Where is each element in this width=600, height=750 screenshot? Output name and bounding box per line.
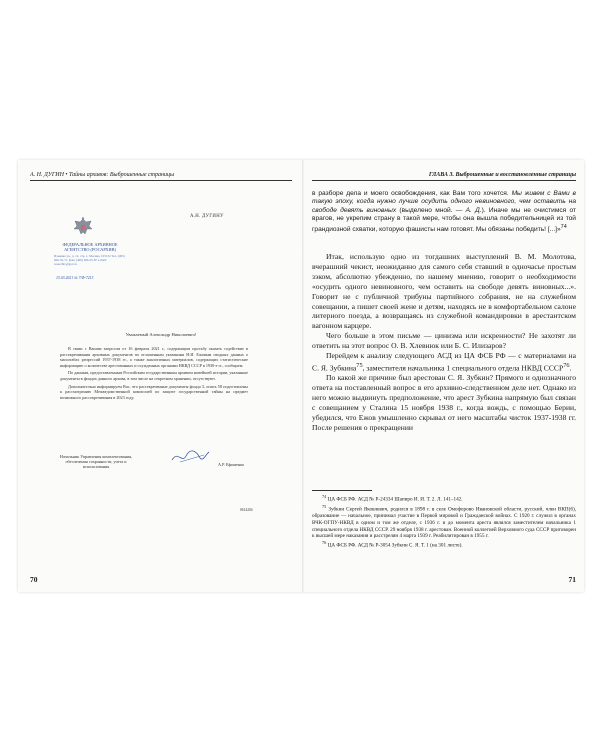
book-spread [18, 160, 584, 592]
footnote: $^{74}$ ЦА ФСБ РФ. АСД № Р-24334 Шапиро И. И. Т. 2. Л. 141–142. [322, 494, 463, 503]
letter-paragraph: Дополнительно информируем Вас, что рассекреченные документы фонда 3, опись 58 подготовлены к рассмотрению Межведомственной комиссией по защите государственной тайны на предмет возможного рассекречивания в 2023 году. [60, 383, 248, 400]
agency-address: Ильинка ул., д. 12, стр. 1, Москва, 103132 Тел. (495) 606-35-71, факс (495) 606-55-87 e-mail: rosarchiv@gov.ru [54, 254, 125, 267]
letter-paragraph: В связи с Вашим запросом от 16 февраля 2021 г., содержащим просьбу оказать содействие в рассекречивании архивных документов по оглашенным указаниям Н.И. Ежовым сводных данных о масштабах репрессий 1937-1938 гг., а также аналогичных материалов, содержащих статистические информацию о количестве арестованных и осужденных органами НКВД СССР в 1930-е гг., сообщаем. [60, 346, 248, 368]
left-page-number: 70 [30, 575, 38, 584]
footnote-rule [312, 490, 372, 491]
body-paragraph: По какой же причине был арестован С. Я. Зубкин? Прямого и однозначного ответа на поставленный вопрос в его архивно-следственном деле нет. Однако из него можно выдвинуть предположение, что арест Зубкина напрямую был связан с совещанием у Сталина 15 ноября 1938 г., когда вождь, с помощью Берии, убедился, что Ежов умышленно скрывал от него масштабы чисток 1937-1938 гг. После решения о прекращении [312, 373, 576, 432]
left-page [18, 160, 302, 592]
double-headed-eagle-emblem-icon [72, 216, 94, 240]
footnote: $^{75}$ Зубкин Сергей Яковлевич, родился в 1898 г. в селе Омофорово Ивановской области, русский, член ВКП(б), образование — начальное, принимал участие в Первой мировой и Гражданской войнах. С 1920 г. служил в органах ВЧК-ОГПУ-НКВД в одном и том же отделе, с 1936 г. и до момента ареста являлся заместителем начальника 1 специального отдела НКВД СССР. 29 ноября 1938 г. арестован. Военной коллегией Верховного суда СССР приговорен к высшей мере наказания и расстрелян 4 марта 1939 г. Реабилитирован в 1955 г. [312, 503, 576, 540]
signer-name: А.Р. Ефименко [218, 462, 245, 467]
left-head-rule [30, 180, 292, 181]
footnote: $^{76}$ ЦА ФСБ РФ. АСД № Р-3054 Зубкин С. Я. Т. 1 (на 301 листе). [322, 540, 463, 549]
right-page [304, 160, 584, 592]
letter-salutation: Уважаемый Александр Николаевич! [125, 332, 197, 337]
book-gutter [302, 160, 304, 592]
handwritten-signature-icon [170, 446, 210, 466]
body-paragraph: Чего больше в этом письме — цинизма или искренности? Не захотят ли ответить на этот вопрос О. В. Хлевнюк или Б. С. Илизаров? [312, 331, 576, 351]
letter-recipient: А.Н. ДУГИНУ [190, 214, 224, 219]
body-paragraph: Итак, использую одно из тогдашних выступлений В. М. Молотова, вчерашний чекист, неожиданно для самого себя ставший в одночасье простым зэком, абсолютно убежденно, по нашему мнению, говорит о необходимости «осудить одного невиновного, чем оставить на свободе девять виновных...». Говорит не с публичной трибуны партийного собрания, не на служебном совещании, а пишет своей жене и детям, находясь не в комфортабельном салоне литерного поезда, а возвращаясь из служебной командировки в арестантском вагонном карцере. [312, 252, 576, 331]
left-running-head: А. Н. ДУГИН • Тайны архивов: Выброшенные страницы [30, 172, 175, 178]
main-text [312, 252, 576, 433]
letter-paragraph: По данным, предоставленным Российским государственным архивом новейшей истории, указанные документы в фондах данного архива, в том числе на секретном хранении, отсутствуют. [60, 370, 248, 381]
letter-body [60, 346, 248, 402]
right-head-rule [312, 180, 576, 181]
right-running-head: ГЛАВА 3. Выброшенные и восстановленные страницы [428, 172, 576, 178]
footnotes [312, 494, 576, 550]
agency-name: ФЕДЕРАЛЬНОЕ АРХИВНОЕ АГЕНТСТВО (РОСАРХИВ) [62, 242, 118, 253]
body-paragraph: Перейдем к анализу следующего АСД из ЦА ФСБ РФ — с материалами на С. Я. Зубкина$^{75}$, заместителя начальника 1 специального отдела НКВД СССР$^{76}$. [312, 351, 576, 373]
right-page-number: 71 [568, 575, 576, 584]
letter-reference: 15.03.2021 № 7/Ф-7213 [56, 276, 94, 280]
quoted-letter-excerpt: в разборе дела и моего освобождения, как Вам того хочется. Мы живем с Вами в такую эпоху, когда нужно лучше осудить одного невиновного, чем оставить на свободе девять виновных (выделено мной. — А. Д.). Иначе мы не очистимся от врагов, не укрепим страну в такой мере, чтобы она вышла победительницей из той грандиозной схватки, которую фашисты нам готовят. Мы обязаны победить! [...]»$^{74}$ [312, 190, 577, 234]
registration-number: 0614204 [240, 508, 253, 512]
signatory-title: Начальник Управления комплектования, обеспечения сохранности, учета и использования [59, 454, 133, 470]
archive-letter-facsimile [50, 206, 272, 546]
